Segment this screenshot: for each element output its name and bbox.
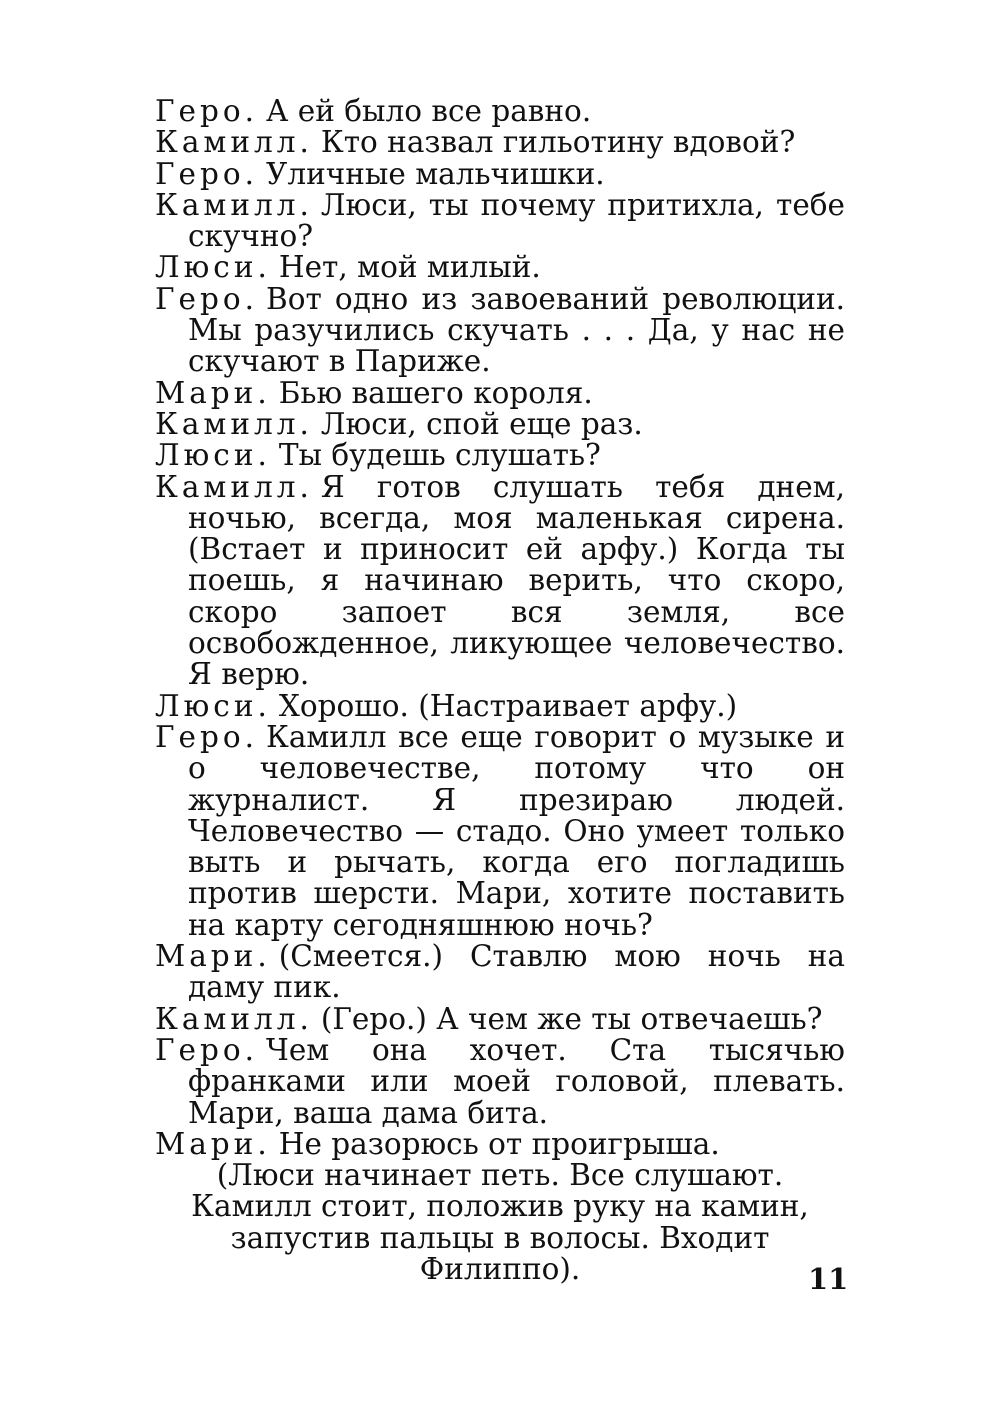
dialogue-line [155, 1001, 845, 1036]
line-text: Кто назвал гильотину вдовой? [320, 125, 796, 160]
speaker-name: Камилл. [155, 469, 313, 504]
dialogue-line [155, 1032, 845, 1130]
line-text: Уличные мальчишки. [266, 156, 605, 191]
line-text: Люси, спой еще раз. [320, 406, 643, 441]
line-text: Вот одно из завоеваний революции. Мы разучились скучать . . . Да, у нас не скучают в Париже. [188, 281, 845, 379]
speaker-name: Геро. [155, 156, 259, 191]
dialogue-line [155, 440, 845, 471]
line-text: А ей было все равно. [266, 94, 592, 128]
line-text: Я готов слушать тебя днем, ночью, всегда, моя маленькая сирена. (Встает и приносит ей арфу.) Когда ты поешь, я начинаю верить, что скоро, скоро запоет вся земля, все освобожденное, ликующее человечество. Я верю. [188, 469, 845, 692]
line-text: Нет, мой милый. [278, 250, 541, 285]
speaker-name: Мари. [155, 1126, 271, 1161]
dialogue-line [155, 941, 845, 1004]
speaker-name: Люси. [155, 438, 271, 473]
page-number: 11 [808, 1262, 849, 1296]
speaker-name: Геро. [155, 1032, 259, 1067]
line-text: Ты будешь слушать? [278, 438, 601, 473]
dialogue-line [155, 127, 845, 158]
speaker-name: Камилл. [155, 125, 313, 160]
dialogue-line [155, 187, 845, 254]
dialogue-line [155, 281, 845, 379]
speaker-name: Камилл. [155, 406, 313, 441]
dialogue-line [155, 375, 845, 410]
line-text: Камилл все еще говорит о музыке и о человечестве, потому что он журналист. Я презираю людей. Человечество — стадо. Оно умеет только выть и рычать, когда его погладишь против шерсти. Мари, хотите поставить на карту сегодняшнюю ночь? [188, 719, 845, 942]
speaker-name: Люси. [155, 250, 271, 285]
line-text: Люси, ты почему притихла, тебе скучно? [188, 187, 845, 254]
speaker-name: Геро. [155, 94, 259, 128]
dialogue-line [155, 156, 845, 191]
dialogue-line [155, 469, 845, 692]
line-text: Хорошо. (Настраивает арфу.) [278, 688, 738, 723]
speaker-name: Камилл. [155, 187, 313, 222]
stage-direction: (Люси начинает петь. Все слушают. Камилл стоит, положив руку на камин, запустив пальцы в волосы. Входит Филиппо). [191, 1158, 809, 1286]
dialogue-line [155, 688, 845, 723]
speaker-name: Геро. [155, 281, 259, 316]
line-text: (Смеется.) Ставлю мою ночь на даму пик. [188, 939, 845, 1005]
dialogue-line [155, 252, 845, 283]
dialogue-line [155, 1126, 845, 1161]
line-text: (Геро.) А чем же ты отвечаешь? [320, 1001, 823, 1036]
speaker-name: Мари. [155, 939, 271, 974]
dialogue-line [155, 406, 845, 441]
line-text: Бью вашего короля. [278, 375, 593, 410]
line-text: Не разорюсь от проигрыша. [278, 1126, 720, 1161]
speaker-name: Мари. [155, 375, 271, 410]
speaker-name: Люси. [155, 688, 271, 723]
play-text [155, 96, 845, 1285]
speaker-name: Камилл. [155, 1001, 313, 1036]
dialogue-line [155, 719, 845, 942]
line-text: Чем она хочет. Ста тысячью франками или моей головой, плевать. Мари, ваша дама бита. [188, 1032, 845, 1130]
speaker-name: Геро. [155, 719, 259, 754]
dialogue-line [155, 96, 845, 127]
